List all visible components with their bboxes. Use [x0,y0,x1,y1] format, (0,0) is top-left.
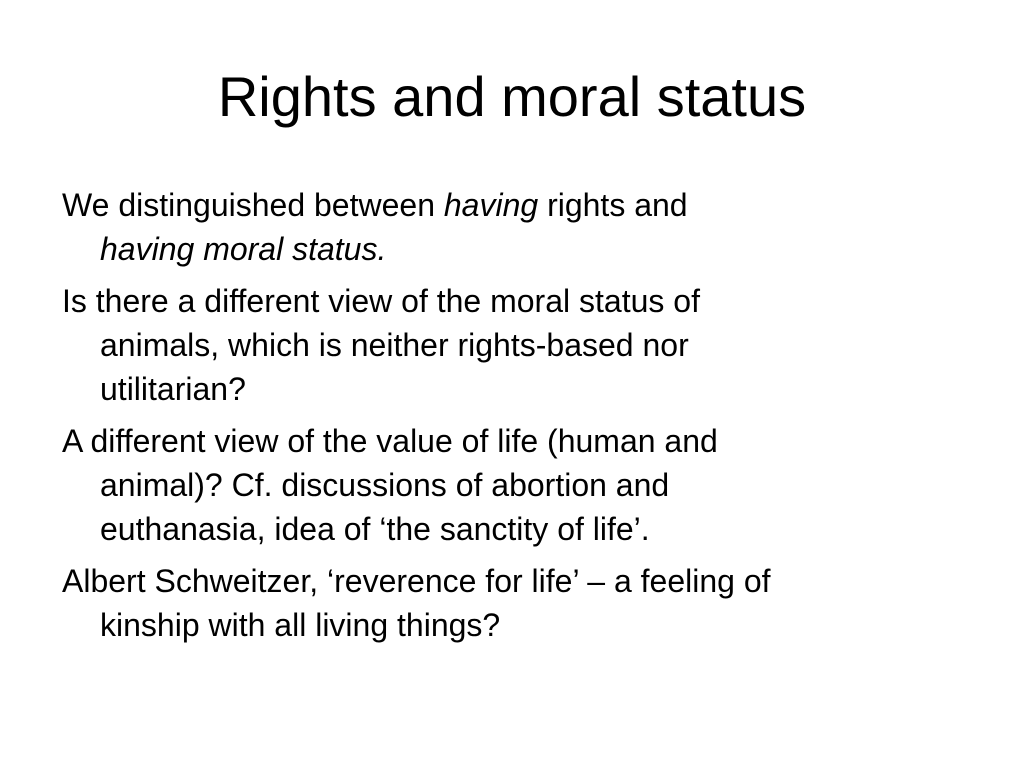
paragraph-different-view [62,279,962,411]
italic-having: having [443,187,539,223]
slide-title: Rights and moral status [217,65,807,128]
paragraph-text: We distinguished between [62,187,444,223]
paragraph-line: euthanasia, idea of ‘the sanctity of life’. [100,511,650,547]
paragraph-text: rights and [538,187,688,223]
italic-having-moral-status: having moral status. [100,231,387,267]
paragraph-line: animal)? Cf. discussions of abortion and [100,467,670,503]
paragraph-schweitzer [62,559,962,647]
paragraph-distinction [62,183,962,271]
paragraph-line: Is there a different view of the moral status of [62,283,700,319]
paragraph-value-of-life [62,419,962,551]
paragraph-line: kinship with all living things? [100,607,501,643]
paragraph-line: Albert Schweitzer, ‘reverence for life’ – a feeling of [62,563,771,599]
paragraph-line: A different view of the value of life (human and [62,423,718,459]
paragraph-line: animals, which is neither rights-based nor [100,327,689,363]
slide-body [62,183,962,655]
paragraph-line: utilitarian? [100,371,246,407]
